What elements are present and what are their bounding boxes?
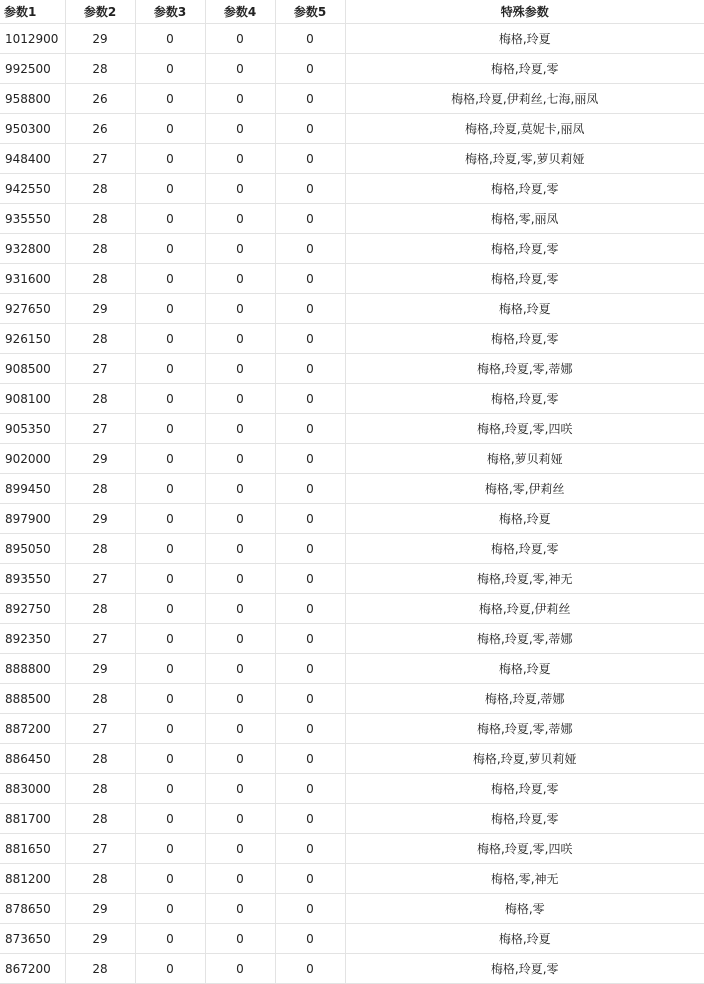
- table-row: [0, 654, 704, 684]
- param1-cell: 892350: [0, 624, 65, 654]
- special-params-cell: 梅格,玲夏,零,神无: [345, 564, 704, 594]
- param2-cell: 26: [65, 84, 135, 114]
- param2-cell: 27: [65, 414, 135, 444]
- param1-cell: 932800: [0, 234, 65, 264]
- param2-cell: 27: [65, 834, 135, 864]
- param4-cell: 0: [205, 264, 275, 294]
- param3-cell: 0: [135, 474, 205, 504]
- special-params-cell: 梅格,玲夏,莫妮卡,丽凤: [345, 114, 704, 144]
- param4-cell: 0: [205, 384, 275, 414]
- table-row: [0, 324, 704, 354]
- param2-cell: 28: [65, 474, 135, 504]
- param5-cell: 0: [275, 924, 345, 954]
- param5-cell: 0: [275, 264, 345, 294]
- param4-cell: 0: [205, 744, 275, 774]
- table-row: [0, 84, 704, 114]
- param5-cell: 0: [275, 324, 345, 354]
- param4-cell: 0: [205, 294, 275, 324]
- table-row: [0, 114, 704, 144]
- param3-cell: 0: [135, 504, 205, 534]
- param5-cell: 0: [275, 114, 345, 144]
- param4-cell: 0: [205, 54, 275, 84]
- param4-cell: 0: [205, 114, 275, 144]
- special-params-cell: 梅格,零: [345, 894, 704, 924]
- param2-cell: 28: [65, 174, 135, 204]
- param5-cell: 0: [275, 174, 345, 204]
- param5-cell: 0: [275, 204, 345, 234]
- special-params-cell: 梅格,玲夏,零,蒂娜: [345, 624, 704, 654]
- table-row: [0, 894, 704, 924]
- param3-cell: 0: [135, 744, 205, 774]
- param5-cell: 0: [275, 714, 345, 744]
- param2-cell: 29: [65, 924, 135, 954]
- header-param2: 参数2: [65, 0, 135, 24]
- param1-cell: 886450: [0, 744, 65, 774]
- param3-cell: 0: [135, 564, 205, 594]
- table-row: [0, 234, 704, 264]
- special-params-cell: 梅格,零,丽凤: [345, 204, 704, 234]
- param4-cell: 0: [205, 234, 275, 264]
- param1-cell: 908500: [0, 354, 65, 384]
- special-params-cell: 梅格,玲夏,零,四咲: [345, 414, 704, 444]
- param2-cell: 28: [65, 804, 135, 834]
- param1-cell: 873650: [0, 924, 65, 954]
- param2-cell: 28: [65, 264, 135, 294]
- param5-cell: 0: [275, 534, 345, 564]
- param5-cell: 0: [275, 354, 345, 384]
- param3-cell: 0: [135, 924, 205, 954]
- table-row: [0, 714, 704, 744]
- param3-cell: 0: [135, 864, 205, 894]
- special-params-cell: 梅格,玲夏,蒂娜: [345, 684, 704, 714]
- param2-cell: 28: [65, 954, 135, 984]
- param5-cell: 0: [275, 504, 345, 534]
- special-params-cell: 梅格,玲夏,零: [345, 324, 704, 354]
- param2-cell: 28: [65, 204, 135, 234]
- param3-cell: 0: [135, 54, 205, 84]
- param3-cell: 0: [135, 834, 205, 864]
- header-param5: 参数5: [275, 0, 345, 24]
- param4-cell: 0: [205, 444, 275, 474]
- param5-cell: 0: [275, 474, 345, 504]
- param5-cell: 0: [275, 744, 345, 774]
- special-params-cell: 梅格,玲夏,零,蒂娜: [345, 714, 704, 744]
- param2-cell: 28: [65, 324, 135, 354]
- param3-cell: 0: [135, 24, 205, 54]
- special-params-cell: 梅格,玲夏: [345, 654, 704, 684]
- param2-cell: 27: [65, 354, 135, 384]
- special-params-cell: 梅格,玲夏,零,蒂娜: [345, 354, 704, 384]
- special-params-cell: 梅格,玲夏,伊莉丝,七海,丽凤: [345, 84, 704, 114]
- param2-cell: 28: [65, 594, 135, 624]
- param2-cell: 28: [65, 384, 135, 414]
- param1-cell: 992500: [0, 54, 65, 84]
- table-row: [0, 174, 704, 204]
- param2-cell: 28: [65, 534, 135, 564]
- param1-cell: 895050: [0, 534, 65, 564]
- special-params-cell: 梅格,玲夏,零: [345, 534, 704, 564]
- param3-cell: 0: [135, 954, 205, 984]
- param3-cell: 0: [135, 804, 205, 834]
- param4-cell: 0: [205, 684, 275, 714]
- param1-cell: 887200: [0, 714, 65, 744]
- special-params-cell: 梅格,玲夏,零: [345, 384, 704, 414]
- param3-cell: 0: [135, 264, 205, 294]
- param4-cell: 0: [205, 174, 275, 204]
- special-params-cell: 梅格,玲夏: [345, 504, 704, 534]
- param4-cell: 0: [205, 564, 275, 594]
- param5-cell: 0: [275, 144, 345, 174]
- table-row: [0, 294, 704, 324]
- param2-cell: 29: [65, 444, 135, 474]
- param3-cell: 0: [135, 714, 205, 744]
- param3-cell: 0: [135, 654, 205, 684]
- param1-cell: 905350: [0, 414, 65, 444]
- special-params-cell: 梅格,玲夏,零,四咲: [345, 834, 704, 864]
- table-row: [0, 24, 704, 54]
- table-body: [0, 24, 704, 984]
- special-params-cell: 梅格,玲夏,零: [345, 774, 704, 804]
- param3-cell: 0: [135, 294, 205, 324]
- table-row: [0, 954, 704, 984]
- table-row: [0, 864, 704, 894]
- header-param3: 参数3: [135, 0, 205, 24]
- param1-cell: 935550: [0, 204, 65, 234]
- param5-cell: 0: [275, 804, 345, 834]
- param4-cell: 0: [205, 654, 275, 684]
- param3-cell: 0: [135, 624, 205, 654]
- param2-cell: 28: [65, 54, 135, 84]
- table-row: [0, 834, 704, 864]
- param2-cell: 28: [65, 684, 135, 714]
- param3-cell: 0: [135, 144, 205, 174]
- special-params-cell: 梅格,零,伊莉丝: [345, 474, 704, 504]
- param2-cell: 27: [65, 624, 135, 654]
- table-row: [0, 54, 704, 84]
- param1-cell: 942550: [0, 174, 65, 204]
- param4-cell: 0: [205, 414, 275, 444]
- param5-cell: 0: [275, 894, 345, 924]
- param5-cell: 0: [275, 54, 345, 84]
- param3-cell: 0: [135, 114, 205, 144]
- special-params-cell: 梅格,玲夏,零: [345, 264, 704, 294]
- param2-cell: 28: [65, 744, 135, 774]
- table-row: [0, 264, 704, 294]
- param2-cell: 29: [65, 294, 135, 324]
- param3-cell: 0: [135, 534, 205, 564]
- special-params-cell: 梅格,玲夏: [345, 24, 704, 54]
- param4-cell: 0: [205, 834, 275, 864]
- param3-cell: 0: [135, 174, 205, 204]
- table-row: [0, 684, 704, 714]
- table-row: [0, 804, 704, 834]
- param1-cell: 893550: [0, 564, 65, 594]
- param2-cell: 26: [65, 114, 135, 144]
- param5-cell: 0: [275, 774, 345, 804]
- special-params-cell: 梅格,玲夏: [345, 294, 704, 324]
- param1-cell: 948400: [0, 144, 65, 174]
- table-row: [0, 534, 704, 564]
- special-params-cell: 梅格,玲夏,零: [345, 54, 704, 84]
- param4-cell: 0: [205, 354, 275, 384]
- param5-cell: 0: [275, 294, 345, 324]
- param5-cell: 0: [275, 954, 345, 984]
- param1-cell: 881650: [0, 834, 65, 864]
- param3-cell: 0: [135, 594, 205, 624]
- param1-cell: 908100: [0, 384, 65, 414]
- param5-cell: 0: [275, 594, 345, 624]
- table-row: [0, 144, 704, 174]
- param3-cell: 0: [135, 774, 205, 804]
- param4-cell: 0: [205, 474, 275, 504]
- param5-cell: 0: [275, 654, 345, 684]
- table-row: [0, 474, 704, 504]
- param5-cell: 0: [275, 444, 345, 474]
- param2-cell: 29: [65, 894, 135, 924]
- param4-cell: 0: [205, 204, 275, 234]
- param4-cell: 0: [205, 804, 275, 834]
- table-row: [0, 624, 704, 654]
- param4-cell: 0: [205, 534, 275, 564]
- param1-cell: 881700: [0, 804, 65, 834]
- param5-cell: 0: [275, 624, 345, 654]
- param1-cell: 888800: [0, 654, 65, 684]
- param5-cell: 0: [275, 864, 345, 894]
- param1-cell: 926150: [0, 324, 65, 354]
- param2-cell: 27: [65, 144, 135, 174]
- param3-cell: 0: [135, 384, 205, 414]
- header-param4: 参数4: [205, 0, 275, 24]
- param1-cell: 931600: [0, 264, 65, 294]
- param1-cell: 883000: [0, 774, 65, 804]
- header-param1: 参数1: [0, 0, 65, 24]
- special-params-cell: 梅格,玲夏,零: [345, 174, 704, 204]
- param2-cell: 27: [65, 564, 135, 594]
- table-header-row: [0, 0, 704, 24]
- param2-cell: 28: [65, 234, 135, 264]
- param5-cell: 0: [275, 234, 345, 264]
- table-row: [0, 384, 704, 414]
- header-special-params: 特殊参数: [345, 0, 704, 24]
- param4-cell: 0: [205, 924, 275, 954]
- param4-cell: 0: [205, 594, 275, 624]
- special-params-cell: 梅格,玲夏,零,萝贝莉娅: [345, 144, 704, 174]
- param5-cell: 0: [275, 684, 345, 714]
- param3-cell: 0: [135, 204, 205, 234]
- param3-cell: 0: [135, 354, 205, 384]
- param4-cell: 0: [205, 894, 275, 924]
- param3-cell: 0: [135, 684, 205, 714]
- param3-cell: 0: [135, 444, 205, 474]
- param4-cell: 0: [205, 774, 275, 804]
- table-row: [0, 414, 704, 444]
- param3-cell: 0: [135, 414, 205, 444]
- param1-cell: 1012900: [0, 24, 65, 54]
- param5-cell: 0: [275, 84, 345, 114]
- table-row: [0, 774, 704, 804]
- param4-cell: 0: [205, 504, 275, 534]
- param3-cell: 0: [135, 234, 205, 264]
- special-params-cell: 梅格,玲夏,零: [345, 804, 704, 834]
- special-params-cell: 梅格,玲夏,萝贝莉娅: [345, 744, 704, 774]
- special-params-cell: 梅格,玲夏,伊莉丝: [345, 594, 704, 624]
- param4-cell: 0: [205, 324, 275, 354]
- param4-cell: 0: [205, 24, 275, 54]
- param5-cell: 0: [275, 24, 345, 54]
- param1-cell: 888500: [0, 684, 65, 714]
- param1-cell: 892750: [0, 594, 65, 624]
- param4-cell: 0: [205, 144, 275, 174]
- param3-cell: 0: [135, 84, 205, 114]
- special-params-cell: 梅格,玲夏,零: [345, 234, 704, 264]
- special-params-cell: 梅格,零,神无: [345, 864, 704, 894]
- param1-cell: 950300: [0, 114, 65, 144]
- table-row: [0, 204, 704, 234]
- param1-cell: 958800: [0, 84, 65, 114]
- special-params-cell: 梅格,萝贝莉娅: [345, 444, 704, 474]
- table-row: [0, 444, 704, 474]
- param1-cell: 867200: [0, 954, 65, 984]
- param4-cell: 0: [205, 714, 275, 744]
- param2-cell: 27: [65, 714, 135, 744]
- param1-cell: 899450: [0, 474, 65, 504]
- param1-cell: 902000: [0, 444, 65, 474]
- table-row: [0, 354, 704, 384]
- param1-cell: 878650: [0, 894, 65, 924]
- param4-cell: 0: [205, 954, 275, 984]
- param4-cell: 0: [205, 624, 275, 654]
- table-row: [0, 924, 704, 954]
- param1-cell: 897900: [0, 504, 65, 534]
- param2-cell: 28: [65, 864, 135, 894]
- special-params-cell: 梅格,玲夏: [345, 924, 704, 954]
- param2-cell: 29: [65, 654, 135, 684]
- param1-cell: 881200: [0, 864, 65, 894]
- param2-cell: 28: [65, 774, 135, 804]
- special-params-cell: 梅格,玲夏,零: [345, 954, 704, 984]
- param5-cell: 0: [275, 414, 345, 444]
- table-row: [0, 504, 704, 534]
- param5-cell: 0: [275, 564, 345, 594]
- table-row: [0, 564, 704, 594]
- param2-cell: 29: [65, 24, 135, 54]
- param3-cell: 0: [135, 894, 205, 924]
- param1-cell: 927650: [0, 294, 65, 324]
- param2-cell: 29: [65, 504, 135, 534]
- param5-cell: 0: [275, 834, 345, 864]
- param4-cell: 0: [205, 864, 275, 894]
- table-row: [0, 744, 704, 774]
- param5-cell: 0: [275, 384, 345, 414]
- param3-cell: 0: [135, 324, 205, 354]
- param4-cell: 0: [205, 84, 275, 114]
- table-row: [0, 594, 704, 624]
